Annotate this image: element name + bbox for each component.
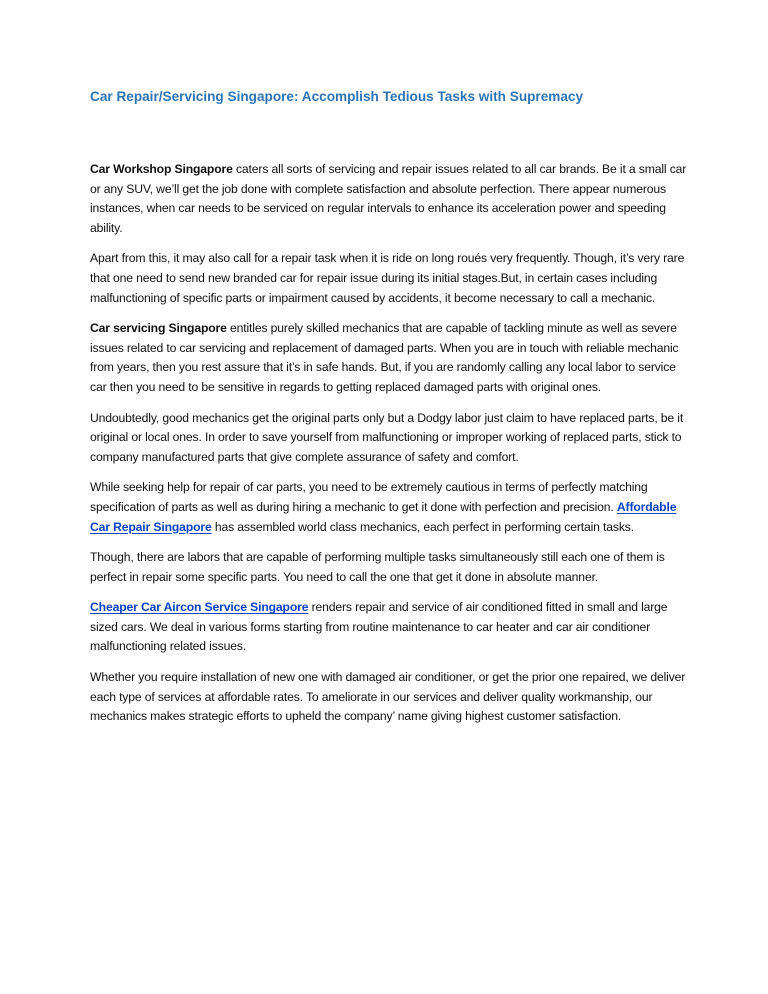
document-title: Car Repair/Servicing Singapore: Accomplish Tedious Tasks with Supremacy <box>90 89 584 104</box>
paragraph-3-lead: Car servicing Singapore <box>90 321 227 336</box>
document-body <box>90 160 690 727</box>
paragraph-3-text: entitles purely skilled mechanics that are capable of tackling minute as well as severe issues related to car servicing and replacement of damaged parts. When you are in touch with reliable mechanic from years, then you rest assure that it’s in safe hands. But, if you are randomly calling any local labor to service car then you need to be sensitive in regards to getting replaced damaged parts with original ones. <box>90 321 679 394</box>
paragraph-8 <box>90 668 690 727</box>
paragraph-2 <box>90 249 690 308</box>
paragraph-4-text: Undoubtedly, good mechanics get the original parts only but a Dodgy labor just claim to have replaced parts, be it original or local ones. In order to save yourself from malfunctioning or improper working of replaced parts, stick to company manufactured parts that give complete assurance of safety and comfort. <box>90 410 684 464</box>
paragraph-5 <box>90 478 690 537</box>
paragraph-5-text-before: While seeking help for repair of car parts, you need to be extremely cautious in terms of perfectly matching specification of parts as well as during hiring a mechanic to get it done with perfection and precision. <box>90 480 648 514</box>
paragraph-1 <box>90 160 690 238</box>
document-content <box>90 88 690 738</box>
paragraph-6 <box>90 548 690 587</box>
paragraph-1-text: caters all sorts of servicing and repair issues related to all car brands. Be it a small car or any SUV, we’ll get the job done with complete satisfaction and absolute perfection. There appear numerous instances, when car needs to be serviced on regular intervals to enhance its acceleration power and speeding ability. <box>90 162 687 235</box>
paragraph-7-text-after: renders repair and service of air conditioned fitted in small and large sized cars. We deal in various forms starting from routine maintenance to car heater and car air conditioner malfunctioning related issues. <box>90 600 668 654</box>
paragraph-5-text-after: has assembled world class mechanics, each perfect in performing certain tasks. <box>211 519 634 534</box>
paragraph-7 <box>90 598 690 657</box>
paragraph-3 <box>90 319 690 397</box>
paragraph-4 <box>90 409 690 468</box>
paragraph-1-lead: Car Workshop Singapore <box>90 162 233 176</box>
paragraph-8-text: Whether you require installation of new one with damaged air conditioner, or get the prior one repaired, we deliver each type of services at affordable rates. To ameliorate in our services and deliver quality workmanship, our mechanics makes strategic efforts to upheld the company’ name giving highest customer satisfaction. <box>90 670 686 724</box>
paragraph-2-text: Apart from this, it may also call for a repair task when it is ride on long roués very frequently. Though, it’s very rare that one need to send new branded car for repair issue during its initial stages.But, in certain cases including malfunctioning of specific parts or impairment caused by accidents, it become necessary to call a mechanic. <box>90 251 685 305</box>
cheaper-car-aircon-link[interactable]: Cheaper Car Aircon Service Singapore <box>90 600 309 615</box>
affordable-car-repair-link[interactable]: Affordable Car Repair Singapore <box>90 499 677 534</box>
paragraph-6-text: Though, there are labors that are capable of performing multiple tasks simultaneously still each one of them is perfect in repair some specific parts. You need to call the one that get it done in absolute manner. <box>90 550 665 584</box>
